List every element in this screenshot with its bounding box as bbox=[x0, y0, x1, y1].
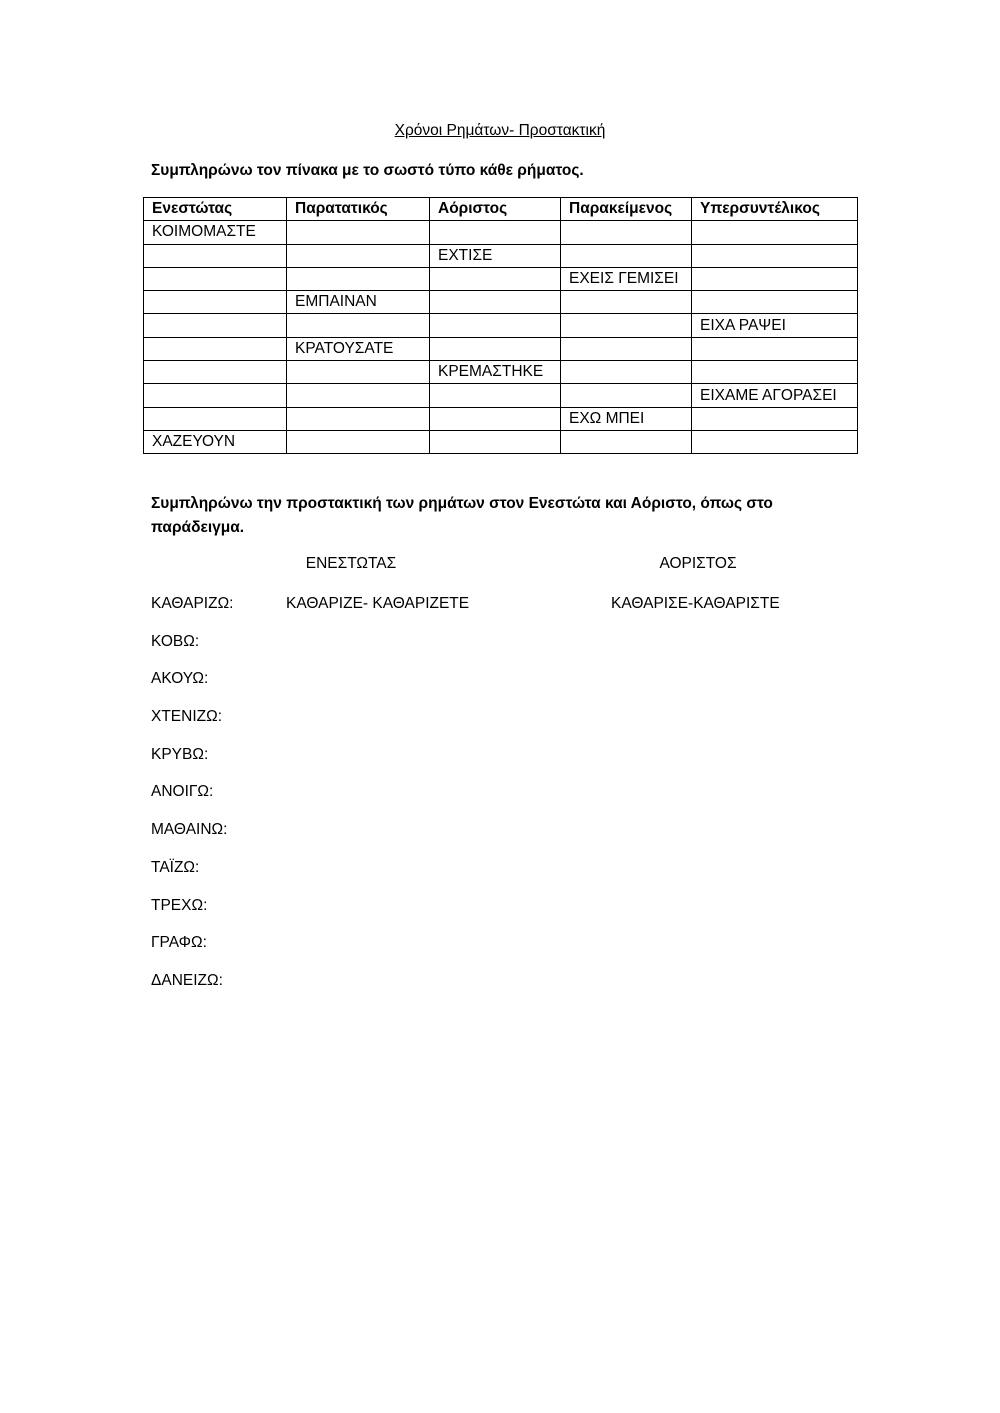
table-cell: ΕΜΠΑΙΝΑΝ bbox=[287, 291, 430, 314]
table-cell bbox=[144, 361, 287, 384]
table-row bbox=[144, 361, 858, 384]
table-cell bbox=[430, 314, 561, 337]
table-cell bbox=[430, 267, 561, 290]
table-cell bbox=[144, 267, 287, 290]
verb-label: ΔΑΝΕΙΖΩ: bbox=[151, 972, 223, 989]
table-cell: ΕΧΤΙΣΕ bbox=[430, 244, 561, 267]
table-cell bbox=[287, 221, 430, 244]
table-cell: ΚΡΑΤΟΥΣΑΤΕ bbox=[287, 337, 430, 360]
table-cell bbox=[287, 314, 430, 337]
col-header-present: Ενεστώτας bbox=[144, 198, 287, 221]
table-header-row bbox=[144, 198, 858, 221]
table-cell bbox=[561, 430, 692, 453]
table-cell bbox=[561, 337, 692, 360]
table-row bbox=[144, 291, 858, 314]
table-row bbox=[144, 221, 858, 244]
table-cell bbox=[430, 384, 561, 407]
table-cell bbox=[144, 244, 287, 267]
table-cell: ΕΧΩ ΜΠΕΙ bbox=[561, 407, 692, 430]
table-row bbox=[144, 384, 858, 407]
instruction-table: Συμπληρώνω τον πίνακα με το σωστό τύπο κάθε ρήματος. bbox=[151, 162, 584, 179]
table-cell bbox=[692, 221, 858, 244]
table-cell bbox=[430, 430, 561, 453]
verb-label: ΚΟΒΩ: bbox=[151, 633, 200, 650]
table-cell: ΕΧΕΙΣ ΓΕΜΙΣΕΙ bbox=[561, 267, 692, 290]
table-cell bbox=[561, 221, 692, 244]
table-cell bbox=[561, 361, 692, 384]
table-cell bbox=[144, 384, 287, 407]
table-cell bbox=[287, 361, 430, 384]
table-cell bbox=[692, 267, 858, 290]
table-cell bbox=[287, 384, 430, 407]
verb-label: ΤΡΕΧΩ: bbox=[151, 897, 208, 914]
verb-label: ΜΑΘΑΙΝΩ: bbox=[151, 821, 228, 838]
table-cell bbox=[561, 291, 692, 314]
verb-label: ΧΤΕΝΙΖΩ: bbox=[151, 708, 223, 725]
table-cell bbox=[144, 314, 287, 337]
table-cell bbox=[430, 407, 561, 430]
table-cell bbox=[287, 407, 430, 430]
verb-label: ΚΑΘΑΡΙΖΩ: bbox=[151, 595, 234, 612]
table-cell bbox=[430, 337, 561, 360]
verb-label: ΑΝΟΙΓΩ: bbox=[151, 783, 214, 800]
table-row bbox=[144, 337, 858, 360]
table-cell bbox=[144, 407, 287, 430]
table-cell bbox=[287, 430, 430, 453]
verb-label: ΑΚΟΥΩ: bbox=[151, 670, 209, 687]
verb-tenses-table bbox=[143, 197, 858, 454]
table-cell: ΚΟΙΜΟΜΑΣΤΕ bbox=[144, 221, 287, 244]
table-cell bbox=[692, 361, 858, 384]
aorist-form: ΚΑΘΑΡΙΣΕ-ΚΑΘΑΡΙΣΤΕ bbox=[611, 595, 780, 612]
table-cell bbox=[692, 430, 858, 453]
instruction-imperative: Συμπληρώνω την προστακτική των ρημάτων στον Ενεστώτα και Αόριστο, όπως στο παράδειγμα. bbox=[151, 495, 773, 536]
verb-label: ΓΡΑΦΩ: bbox=[151, 934, 207, 951]
table-cell bbox=[430, 291, 561, 314]
col-header-perfect: Παρακείμενος bbox=[561, 198, 692, 221]
table-cell bbox=[561, 314, 692, 337]
table-cell bbox=[692, 291, 858, 314]
page-title: Χρόνοι Ρημάτων- Προστακτική bbox=[394, 122, 606, 139]
table-row bbox=[144, 267, 858, 290]
table-cell bbox=[287, 267, 430, 290]
present-header: ΕΝΕΣΤΩΤΑΣ bbox=[305, 555, 397, 572]
table-cell: ΚΡΕΜΑΣΤΗΚΕ bbox=[430, 361, 561, 384]
table-cell bbox=[561, 384, 692, 407]
table-cell bbox=[692, 337, 858, 360]
verb-label: ΤΑΪΖΩ: bbox=[151, 859, 200, 876]
aorist-header: ΑΟΡΙΣΤΟΣ bbox=[659, 555, 737, 572]
table-cell: ΕΙΧΑΜΕ ΑΓΟΡΑΣΕΙ bbox=[692, 384, 858, 407]
table-cell bbox=[692, 244, 858, 267]
table-cell bbox=[692, 407, 858, 430]
table-cell bbox=[287, 244, 430, 267]
table-cell: ΕΙΧΑ ΡΑΨΕΙ bbox=[692, 314, 858, 337]
col-header-aorist: Αόριστος bbox=[430, 198, 561, 221]
col-header-pluperfect: Υπερσυντέλικος bbox=[692, 198, 858, 221]
present-form: ΚΑΘΑΡΙΖΕ- ΚΑΘΑΡΙΖΕΤΕ bbox=[286, 595, 470, 612]
table-cell bbox=[144, 291, 287, 314]
table-row bbox=[144, 314, 858, 337]
table-cell bbox=[144, 337, 287, 360]
table-cell bbox=[561, 244, 692, 267]
table-row bbox=[144, 407, 858, 430]
table-cell bbox=[430, 221, 561, 244]
col-header-imperfect: Παρατατικός bbox=[287, 198, 430, 221]
table-row bbox=[144, 244, 858, 267]
table-row bbox=[144, 430, 858, 453]
table-cell: ΧΑΖΕΥΟΥΝ bbox=[144, 430, 287, 453]
verb-label: ΚΡΥΒΩ: bbox=[151, 746, 209, 763]
